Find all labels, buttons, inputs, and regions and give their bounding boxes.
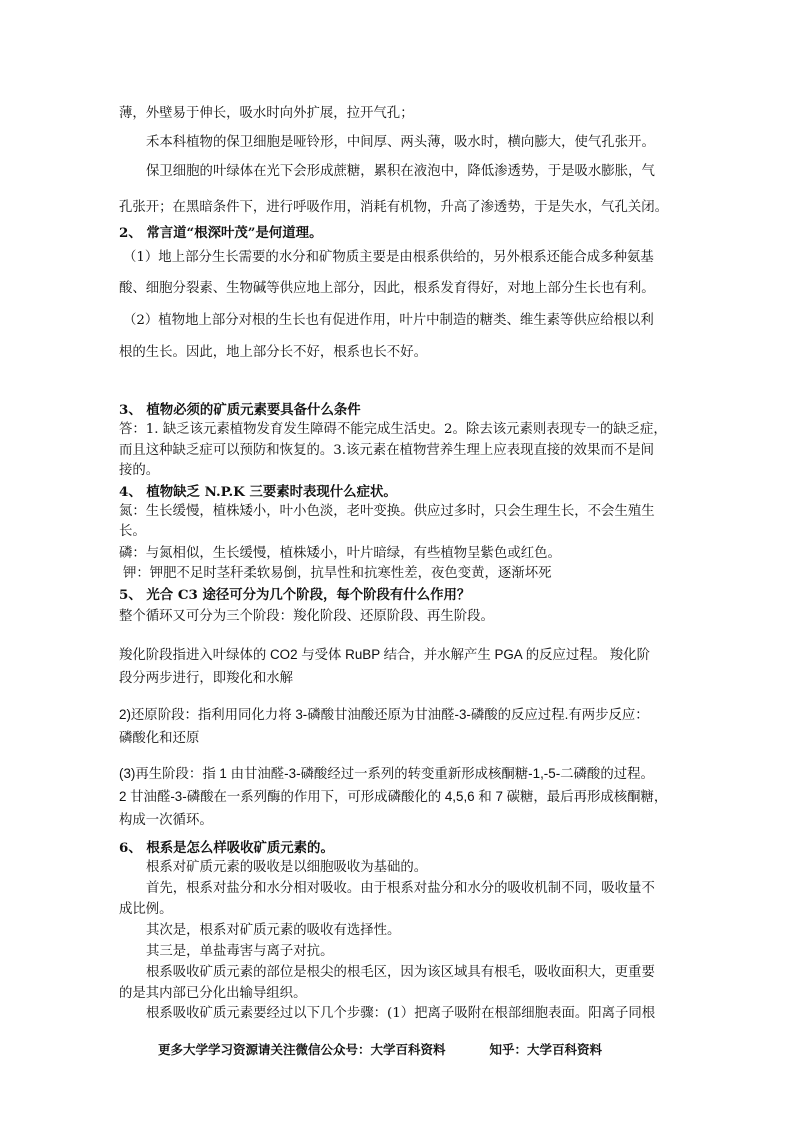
text-line: 其次是，根系对矿质元素的吸收有选择性。 bbox=[146, 923, 401, 938]
text-line: 钾：钾肥不足时茎秆柔软易倒，抗旱性和抗寒性差，夜色变黄，逐渐坏死 bbox=[123, 566, 552, 581]
text-line: 接的。 bbox=[119, 463, 160, 478]
section-heading-4: 4、 植物缺乏 N.P.K 三要素时表现什么症状。 bbox=[119, 484, 397, 500]
text-line: 2)还原阶段：指利用同化力将 3-磷酸甘油酸还原为甘油醛-3-磷酸的反应过程.有两步反应： bbox=[119, 707, 649, 722]
text-line: 首先，根系对盐分和水分相对吸收。由于根系对盐分和水分的吸收机制不同，吸收量不 bbox=[146, 881, 655, 896]
text-line: 酸、细胞分裂素、生物碱等供应地上部分，因此，根系发育得好，对地上部分生长也有利。 bbox=[119, 281, 655, 296]
text-line: 氮：生长缓慢，植株矮小，叶小色淡，老叶变换。供应过多时，只会生理生长，不会生殖生 bbox=[119, 504, 655, 519]
text-line: 成比例。 bbox=[119, 902, 173, 917]
text-line: 的是其内部已分化出输导组织。 bbox=[119, 986, 307, 1001]
text-line: 而且这种缺乏症可以预防和恢复的。3.该元素在植物营养生理上应表现直接的效果而不是间 bbox=[119, 443, 655, 458]
text-line: 其三是，单盐毒害与离子对抗。 bbox=[146, 944, 334, 959]
section-heading-5: 5、 光合 C3 途径可分为几个阶段，每个阶段有什么作用？ bbox=[119, 587, 471, 603]
section-heading-2: 2、 常言道“根深叶茂”是何道理。 bbox=[119, 225, 323, 241]
text-line: （1）地上部分生长需要的水分和矿物质主要是由根系供给的，另外根系还能合成多种氨基 bbox=[123, 250, 654, 265]
text-line: (3)再生阶段：指 1 由甘油醛-3-磷酸经过一系列的转变重新形成核酮糖-1,-5-二磷酸的过程。 bbox=[119, 766, 654, 781]
text-line: 磷酸化和还原 bbox=[119, 730, 200, 745]
text-line: 孔张开；在黑暗条件下，进行呼吸作用，消耗有机物，升高了渗透势，于是失水，气孔关闭。 bbox=[119, 200, 669, 215]
text-line: 答：1. 缺乏该元素植物发育发生障碍不能完成生活史。2。除去该元素则表现专一的缺乏症， bbox=[119, 422, 667, 437]
text-line: （2）植物地上部分对根的生长也有促进作用，叶片中制造的糖类、维生素等供应给根以利 bbox=[123, 313, 654, 328]
section-heading-3: 3、 植物必须的矿质元素要具备什么条件 bbox=[119, 402, 361, 418]
text-line: 段分两步进行，即羧化和水解 bbox=[119, 670, 294, 685]
text-line: 根系对矿质元素的吸收是以细胞吸收为基础的。 bbox=[146, 860, 428, 875]
text-line: 根的生长。因此，地上部分长不好，根系也长不好。 bbox=[119, 345, 427, 360]
text-line: 2 甘油醛-3-磷酸在一系列酶的作用下，可形成磷酸化的 4,5,6 和 7 碳糖，最后再形成核酮糖， bbox=[119, 789, 668, 804]
text-line: 长。 bbox=[119, 524, 146, 539]
page-footer bbox=[158, 1040, 602, 1058]
text-line: 磷：与氮相似，生长缓慢，植株矮小，叶片暗绿，有些植物呈紫色或红色。 bbox=[119, 546, 561, 561]
text-line: 禾本科植物的保卫细胞是哑铃形，中间厚、两头薄，吸水时，横向膨大，使气孔张开。 bbox=[146, 135, 655, 150]
text-line: 羧化阶段指进入叶绿体的 CO2 与受体 RuBP 结合，并水解产生 PGA 的反应过程。 羧化阶 bbox=[119, 647, 650, 662]
text-line: 构成一次循环。 bbox=[119, 812, 213, 827]
section-heading-6: 6、 根系是怎么样吸收矿质元素的。 bbox=[119, 840, 334, 856]
text-line: 薄，外壁易于伸长，吸水时向外扩展，拉开气孔； bbox=[119, 106, 414, 121]
text-line: 根系吸收矿质元素的部位是根尖的根毛区，因为该区域具有根毛，吸收面积大，更重要 bbox=[146, 965, 655, 980]
text-line: 根系吸收矿质元素要经过以下几个步骤：(1）把离子吸附在根部细胞表面。阳离子同根 bbox=[146, 1006, 656, 1021]
footer-zhihu-text: 知乎：大学百科资料 bbox=[489, 1042, 603, 1057]
text-line: 保卫细胞的叶绿体在光下会形成蔗糖，累积在液泡中，降低渗透势，于是吸水膨胀，气 bbox=[146, 164, 655, 179]
text-line: 整个循环又可分为三个阶段：羧化阶段、还原阶段、再生阶段。 bbox=[119, 609, 494, 624]
footer-wechat-text: 更多大学学习资源请关注微信公众号：大学百科资料 bbox=[158, 1042, 446, 1057]
